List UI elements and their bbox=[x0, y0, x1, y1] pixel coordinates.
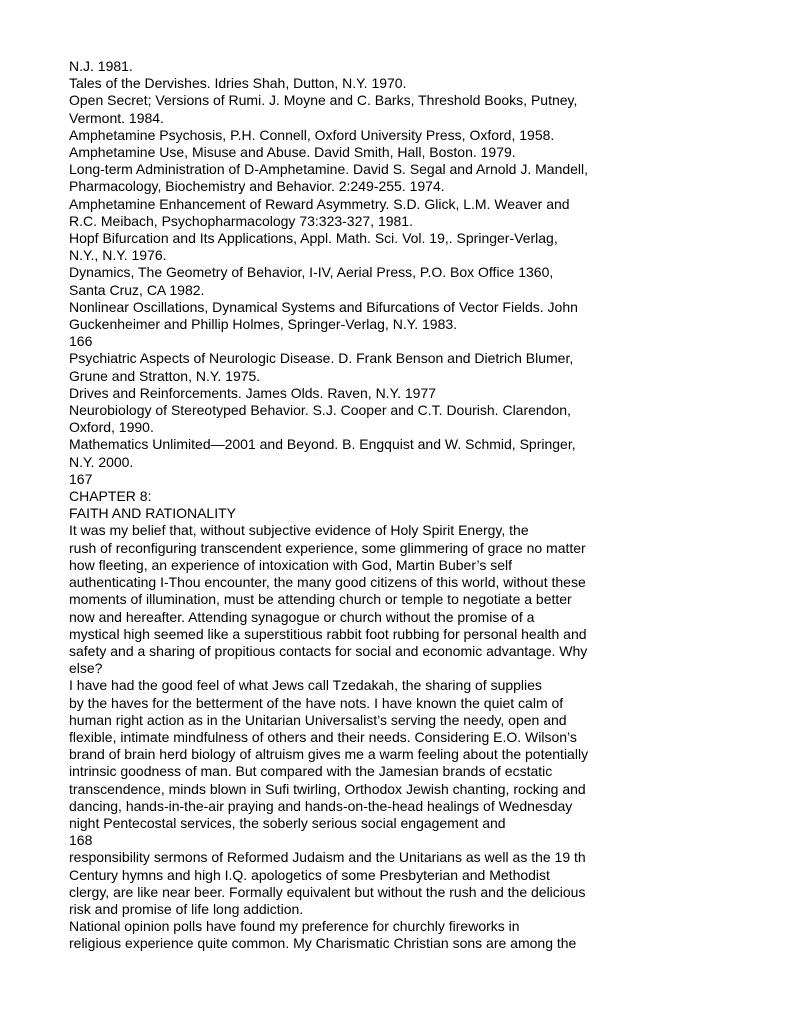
text-line: rush of reconfiguring transcendent experience, some glimmering of grace no matter bbox=[69, 539, 586, 556]
text-line: intrinsic goodness of man. But compared with the Jamesian brands of ecstatic bbox=[69, 763, 553, 780]
text-line: human right action as in the Unitarian Universalist’s serving the needy, open and bbox=[69, 711, 567, 728]
text-line: Grune and Stratton, N.Y. 1975. bbox=[69, 367, 261, 384]
text-line: Mathematics Unlimited—2001 and Beyond. B. Engquist and W. Schmid, Springer, bbox=[69, 436, 576, 453]
text-line: R.C. Meibach, Psychopharmacology 73:323-327, 1981. bbox=[69, 212, 413, 229]
text-line: Psychiatric Aspects of Neurologic Disease. D. Frank Benson and Dietrich Blumer, bbox=[69, 350, 574, 367]
text-line: else? bbox=[69, 660, 103, 677]
text-line: Tales of the Dervishes. Idries Shah, Dutton, N.Y. 1970. bbox=[69, 75, 407, 92]
document-text-body bbox=[69, 58, 789, 953]
text-line: clergy, are like near beer. Formally equivalent but without the rush and the delicious bbox=[69, 883, 586, 900]
text-line: Santa Cruz, CA 1982. bbox=[69, 281, 205, 298]
text-line: responsibility sermons of Reformed Judaism and the Unitarians as well as the 19 th bbox=[69, 849, 586, 866]
text-line: Long-term Administration of D-Amphetamine. David S. Segal and Arnold J. Mandell, bbox=[69, 161, 589, 178]
text-line: moments of illumination, must be attending church or temple to negotiate a better bbox=[69, 591, 572, 608]
text-line: It was my belief that, without subjective evidence of Holy Spirit Energy, the bbox=[69, 522, 529, 539]
text-line: Drives and Reinforcements. James Olds. Raven, N.Y. 1977 bbox=[69, 384, 437, 401]
text-line: dancing, hands-in-the-air praying and hands-on-the-head healings of Wednesday bbox=[69, 797, 573, 814]
text-line: Century hymns and high I.Q. apologetics of some Presbyterian and Methodist bbox=[69, 866, 550, 883]
text-line: I have had the good feel of what Jews call Tzedakah, the sharing of supplies bbox=[69, 677, 542, 694]
text-line: N.J. 1981. bbox=[69, 58, 133, 74]
text-line: by the haves for the betterment of the have nots. I have known the quiet calm of bbox=[69, 694, 564, 711]
text-line: Nonlinear Oscillations, Dynamical Systems and Bifurcations of Vector Fields. John bbox=[69, 298, 578, 315]
text-line: Pharmacology, Biochemistry and Behavior. 2:249-255. 1974. bbox=[69, 178, 445, 195]
text-line: risk and promise of life long addiction. bbox=[69, 900, 304, 917]
text-line: safety and a sharing of propitious contacts for social and economic advantage. Why bbox=[69, 642, 588, 659]
text-line: authenticating I-Thou encounter, the many good citizens of this world, without these bbox=[69, 574, 586, 591]
text-line: night Pentecostal services, the soberly serious social engagement and bbox=[69, 814, 506, 831]
text-line: 166 bbox=[69, 333, 93, 350]
text-line: 167 bbox=[69, 470, 93, 487]
text-line: Open Secret; Versions of Rumi. J. Moyne and C. Barks, Threshold Books, Putney, bbox=[69, 92, 578, 109]
text-line: Amphetamine Use, Misuse and Abuse. David Smith, Hall, Boston. 1979. bbox=[69, 144, 516, 161]
text-line: now and hereafter. Attending synagogue or church without the promise of a bbox=[69, 608, 535, 625]
text-line: Vermont. 1984. bbox=[69, 109, 164, 126]
text-line: Oxford, 1990. bbox=[69, 419, 154, 436]
text-line: Guckenheimer and Phillip Holmes, Springer-Verlag, N.Y. 1983. bbox=[69, 316, 458, 333]
text-line: Amphetamine Psychosis, P.H. Connell, Oxford University Press, Oxford, 1958. bbox=[69, 126, 555, 143]
text-line: Hopf Bifurcation and Its Applications, Appl. Math. Sci. Vol. 19,. Springer-Verlag, bbox=[69, 230, 558, 247]
text-line: Neurobiology of Stereotyped Behavior. S.J. Cooper and C.T. Dourish. Clarendon, bbox=[69, 402, 571, 419]
text-line: N.Y. 2000. bbox=[69, 453, 134, 470]
text-line: religious experience quite common. My Charismatic Christian sons are among the bbox=[69, 935, 577, 952]
text-line: transcendence, minds blown in Sufi twirling, Orthodox Jewish chanting, rocking and bbox=[69, 780, 586, 797]
text-line: how fleeting, an experience of intoxication with God, Martin Buber’s self bbox=[69, 556, 513, 573]
text-line: N.Y., N.Y. 1976. bbox=[69, 247, 167, 264]
text-line: 168 bbox=[69, 832, 93, 849]
text-line: flexible, intimate mindfulness of others and their needs. Considering E.O. Wilson’s bbox=[69, 728, 577, 745]
text-line: FAITH AND RATIONALITY bbox=[69, 505, 236, 522]
text-line: brand of brain herd biology of altruism gives me a warm feeling about the potentially bbox=[69, 746, 589, 763]
text-line: CHAPTER 8: bbox=[69, 488, 152, 505]
text-line: Amphetamine Enhancement of Reward Asymmetry. S.D. Glick, L.M. Weaver and bbox=[69, 195, 570, 212]
text-line: National opinion polls have found my preference for churchly fireworks in bbox=[69, 918, 520, 935]
text-line: Dynamics, The Geometry of Behavior, I-IV, Aerial Press, P.O. Box Office 1360, bbox=[69, 264, 554, 281]
document-page bbox=[69, 58, 789, 953]
text-line: mystical high seemed like a superstitious rabbit foot rubbing for personal health and bbox=[69, 625, 587, 642]
